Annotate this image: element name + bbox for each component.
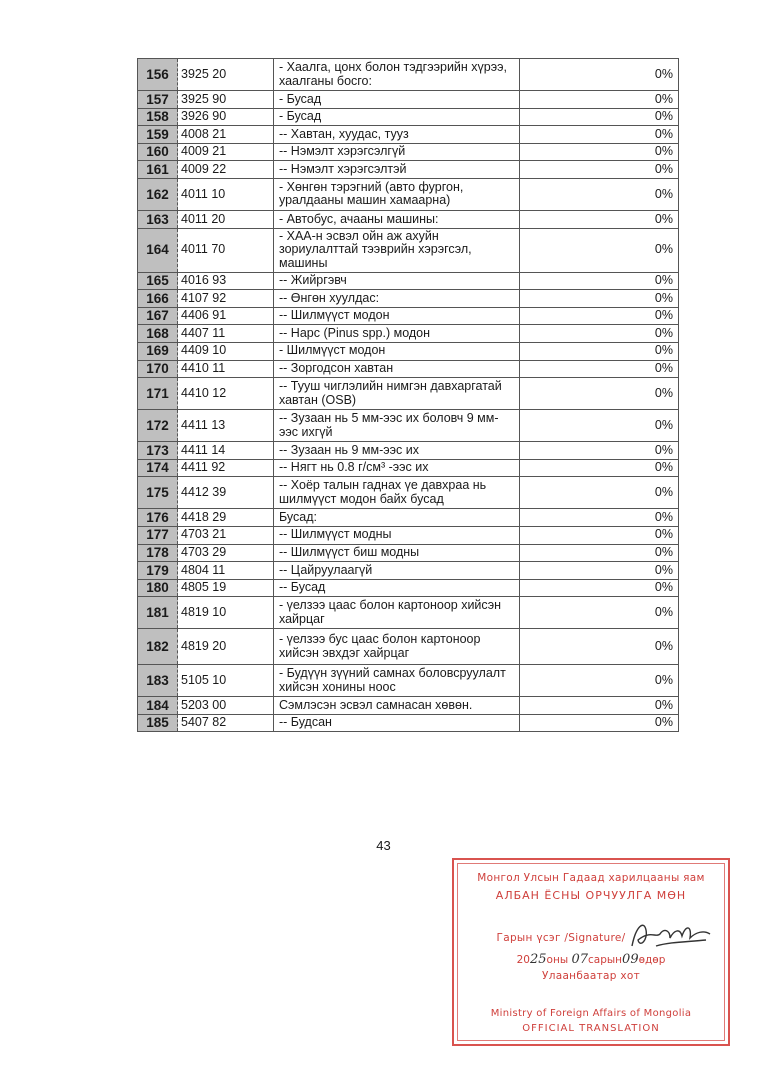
hs-code: 4819 20: [178, 629, 274, 665]
official-translation-stamp: [452, 858, 730, 1046]
stamp-official-en: OFFICIAL TRANSLATION: [522, 1023, 660, 1034]
tariff-rate: 0%: [520, 509, 679, 527]
row-number: 168: [138, 325, 178, 343]
item-description: -- Өнгөн хуулдас:: [274, 290, 520, 308]
tariff-rate: 0%: [520, 697, 679, 715]
row-number: 170: [138, 360, 178, 378]
page-number: 43: [376, 838, 391, 853]
stamp-date-prefix: 20: [516, 954, 530, 966]
tariff-rate: 0%: [520, 307, 679, 325]
hs-code: 4409 10: [178, 342, 274, 360]
tariff-rate: 0%: [520, 342, 679, 360]
row-number: 164: [138, 228, 178, 272]
row-number: 167: [138, 307, 178, 325]
stamp-date-line: [454, 952, 728, 967]
table-row: [138, 342, 679, 360]
tariff-rate: 0%: [520, 526, 679, 544]
table-row: [138, 161, 679, 179]
tariff-rate: 0%: [520, 178, 679, 210]
row-number: 158: [138, 108, 178, 126]
table-row: [138, 360, 679, 378]
stamp-ministry-mn: Монгол Улсын Гадаад харилцааны яам: [477, 872, 705, 884]
table-row: [138, 210, 679, 228]
stamp-city: Улаанбаатар хот: [542, 970, 640, 982]
hs-code: 4703 29: [178, 544, 274, 562]
hs-code: 4411 13: [178, 410, 274, 442]
row-number: 185: [138, 714, 178, 732]
hs-code: 4009 22: [178, 161, 274, 179]
tariff-rate: 0%: [520, 629, 679, 665]
tariff-rate: 0%: [520, 544, 679, 562]
item-description: -- Бусад: [274, 579, 520, 597]
hs-code: 4804 11: [178, 562, 274, 580]
table-row: [138, 410, 679, 442]
hs-code: 3925 20: [178, 59, 274, 91]
hs-code: 4819 10: [178, 597, 274, 629]
row-number: 175: [138, 477, 178, 509]
hs-code: 4011 20: [178, 210, 274, 228]
stamp-date-end: өдөр: [638, 954, 666, 966]
hs-code: 4016 93: [178, 272, 274, 290]
hs-code: 4107 92: [178, 290, 274, 308]
hs-code: 4008 21: [178, 126, 274, 144]
table-row: [138, 562, 679, 580]
table-row: [138, 178, 679, 210]
table-row: [138, 544, 679, 562]
tariff-rate: 0%: [520, 459, 679, 477]
row-number: 173: [138, 442, 178, 460]
tariff-rate: 0%: [520, 360, 679, 378]
stamp-date-day: 09: [622, 952, 639, 967]
item-description: -- Шилмүүст модон: [274, 307, 520, 325]
row-number: 162: [138, 178, 178, 210]
item-description: -- Нэмэлт хэрэгсэлтэй: [274, 161, 520, 179]
item-description: Сэмлэсэн эсвэл самнасан хөвөн.: [274, 697, 520, 715]
item-description: -- Хавтан, хуудас, тууз: [274, 126, 520, 144]
tariff-rate: 0%: [520, 597, 679, 629]
stamp-signature-label: Гарын үсэг /Signature/: [496, 932, 626, 944]
table-row: [138, 378, 679, 410]
table-row: [138, 509, 679, 527]
row-number: 184: [138, 697, 178, 715]
tariff-rate: 0%: [520, 325, 679, 343]
table-row: [138, 714, 679, 732]
table-row: [138, 442, 679, 460]
hs-code: 5203 00: [178, 697, 274, 715]
table-row: [138, 108, 679, 126]
hs-code: 5105 10: [178, 665, 274, 697]
item-description: -- Будсан: [274, 714, 520, 732]
row-number: 156: [138, 59, 178, 91]
item-description: - Хөнгөн тэрэгний (авто фургон, уралдааны машин хамаарна): [274, 178, 520, 210]
hs-code: 4011 70: [178, 228, 274, 272]
hs-code: 3926 90: [178, 108, 274, 126]
tariff-rate: 0%: [520, 290, 679, 308]
item-description: - Бусад: [274, 91, 520, 109]
stamp-date-month-suffix: сарын: [588, 954, 623, 966]
item-description: - үелзээ бус цаас болон картоноор хийсэн эвхдэг хайрцаг: [274, 629, 520, 665]
tariff-rate: 0%: [520, 126, 679, 144]
row-number: 172: [138, 410, 178, 442]
item-description: - Будүүн зүүний самнах боловсруулалт хийсэн хонины ноос: [274, 665, 520, 697]
table-row: [138, 143, 679, 161]
item-description: - Бусад: [274, 108, 520, 126]
item-description: - Шилмүүст модон: [274, 342, 520, 360]
tariff-rate: 0%: [520, 410, 679, 442]
tariff-rate: 0%: [520, 272, 679, 290]
tariff-table: [137, 58, 679, 732]
table-row: [138, 665, 679, 697]
item-description: Бусад:: [274, 509, 520, 527]
hs-code: 4011 10: [178, 178, 274, 210]
table-row: [138, 59, 679, 91]
item-description: -- Зоргодсон хавтан: [274, 360, 520, 378]
table-row: [138, 629, 679, 665]
tariff-table-body: [138, 59, 679, 732]
row-number: 171: [138, 378, 178, 410]
tariff-rate: 0%: [520, 562, 679, 580]
row-number: 163: [138, 210, 178, 228]
hs-code: 4418 29: [178, 509, 274, 527]
item-description: -- Зузаан нь 9 мм-ээс их: [274, 442, 520, 460]
table-row: [138, 91, 679, 109]
row-number: 183: [138, 665, 178, 697]
hs-code: 4411 92: [178, 459, 274, 477]
table-row: [138, 477, 679, 509]
tariff-rate: 0%: [520, 59, 679, 91]
item-description: -- Зузаан нь 5 мм-ээс их боловч 9 мм-ээс ихгүй: [274, 410, 520, 442]
hs-code: 4407 11: [178, 325, 274, 343]
item-description: -- Шилмүүст биш модны: [274, 544, 520, 562]
tariff-rate: 0%: [520, 91, 679, 109]
row-number: 159: [138, 126, 178, 144]
stamp-official-mn: АЛБАН ЁСНЫ ОРЧУУЛГА МӨН: [495, 889, 687, 902]
stamp-date-month: 07: [571, 952, 589, 967]
row-number: 157: [138, 91, 178, 109]
hs-code: 3925 90: [178, 91, 274, 109]
tariff-rate: 0%: [520, 579, 679, 597]
row-number: 174: [138, 459, 178, 477]
hs-code: 4412 39: [178, 477, 274, 509]
table-row: [138, 272, 679, 290]
row-number: 177: [138, 526, 178, 544]
row-number: 160: [138, 143, 178, 161]
tariff-rate: 0%: [520, 714, 679, 732]
item-description: -- Жийргэвч: [274, 272, 520, 290]
tariff-rate: 0%: [520, 108, 679, 126]
table-row: [138, 526, 679, 544]
hs-code: 4703 21: [178, 526, 274, 544]
hs-code: 4406 91: [178, 307, 274, 325]
table-row: [138, 290, 679, 308]
handwritten-signature: [626, 916, 716, 954]
tariff-rate: 0%: [520, 442, 679, 460]
row-number: 166: [138, 290, 178, 308]
item-description: -- Цайруулаагүй: [274, 562, 520, 580]
row-number: 169: [138, 342, 178, 360]
table-row: [138, 459, 679, 477]
row-number: 178: [138, 544, 178, 562]
tariff-rate: 0%: [520, 143, 679, 161]
table-row: [138, 228, 679, 272]
stamp-date-year: 25: [529, 952, 547, 967]
tariff-rate: 0%: [520, 161, 679, 179]
item-description: -- Нарс (Pinus spp.) модон: [274, 325, 520, 343]
stamp-ministry-en: Ministry of Foreign Affairs of Mongolia: [490, 1008, 692, 1019]
row-number: 165: [138, 272, 178, 290]
item-description: - Хаалга, цонх болон тэдгээрийн хүрээ, хаалганы босго:: [274, 59, 520, 91]
hs-code: 4411 14: [178, 442, 274, 460]
row-number: 161: [138, 161, 178, 179]
stamp-date-year-suffix: оны: [546, 954, 569, 966]
table-row: [138, 697, 679, 715]
table-row: [138, 579, 679, 597]
item-description: - үелзээ цаас болон картоноор хийсэн хайрцаг: [274, 597, 520, 629]
tariff-rate: 0%: [520, 210, 679, 228]
hs-code: 4009 21: [178, 143, 274, 161]
item-description: - Автобус, ачааны машины:: [274, 210, 520, 228]
hs-code: 4805 19: [178, 579, 274, 597]
table-row: [138, 597, 679, 629]
tariff-rate: 0%: [520, 477, 679, 509]
item-description: -- Тууш чиглэлийн нимгэн давхаргатай хавтан (OSB): [274, 378, 520, 410]
row-number: 182: [138, 629, 178, 665]
item-description: -- Нягт нь 0.8 г/см³ -ээс их: [274, 459, 520, 477]
item-description: -- Нэмэлт хэрэгсэлгүй: [274, 143, 520, 161]
row-number: 179: [138, 562, 178, 580]
tariff-rate: 0%: [520, 378, 679, 410]
tariff-rate: 0%: [520, 228, 679, 272]
hs-code: 4410 11: [178, 360, 274, 378]
item-description: -- Хоёр талын гаднах үе давхраа нь шилмүүст модон байх бусад: [274, 477, 520, 509]
table-row: [138, 325, 679, 343]
tariff-rate: 0%: [520, 665, 679, 697]
item-description: - ХАА-н эсвэл ойн аж ахуйн зориулалттай тээврийн хэрэгсэл, машины: [274, 228, 520, 272]
row-number: 181: [138, 597, 178, 629]
table-row: [138, 307, 679, 325]
table-row: [138, 126, 679, 144]
row-number: 180: [138, 579, 178, 597]
row-number: 176: [138, 509, 178, 527]
item-description: -- Шилмүүст модны: [274, 526, 520, 544]
hs-code: 4410 12: [178, 378, 274, 410]
hs-code: 5407 82: [178, 714, 274, 732]
